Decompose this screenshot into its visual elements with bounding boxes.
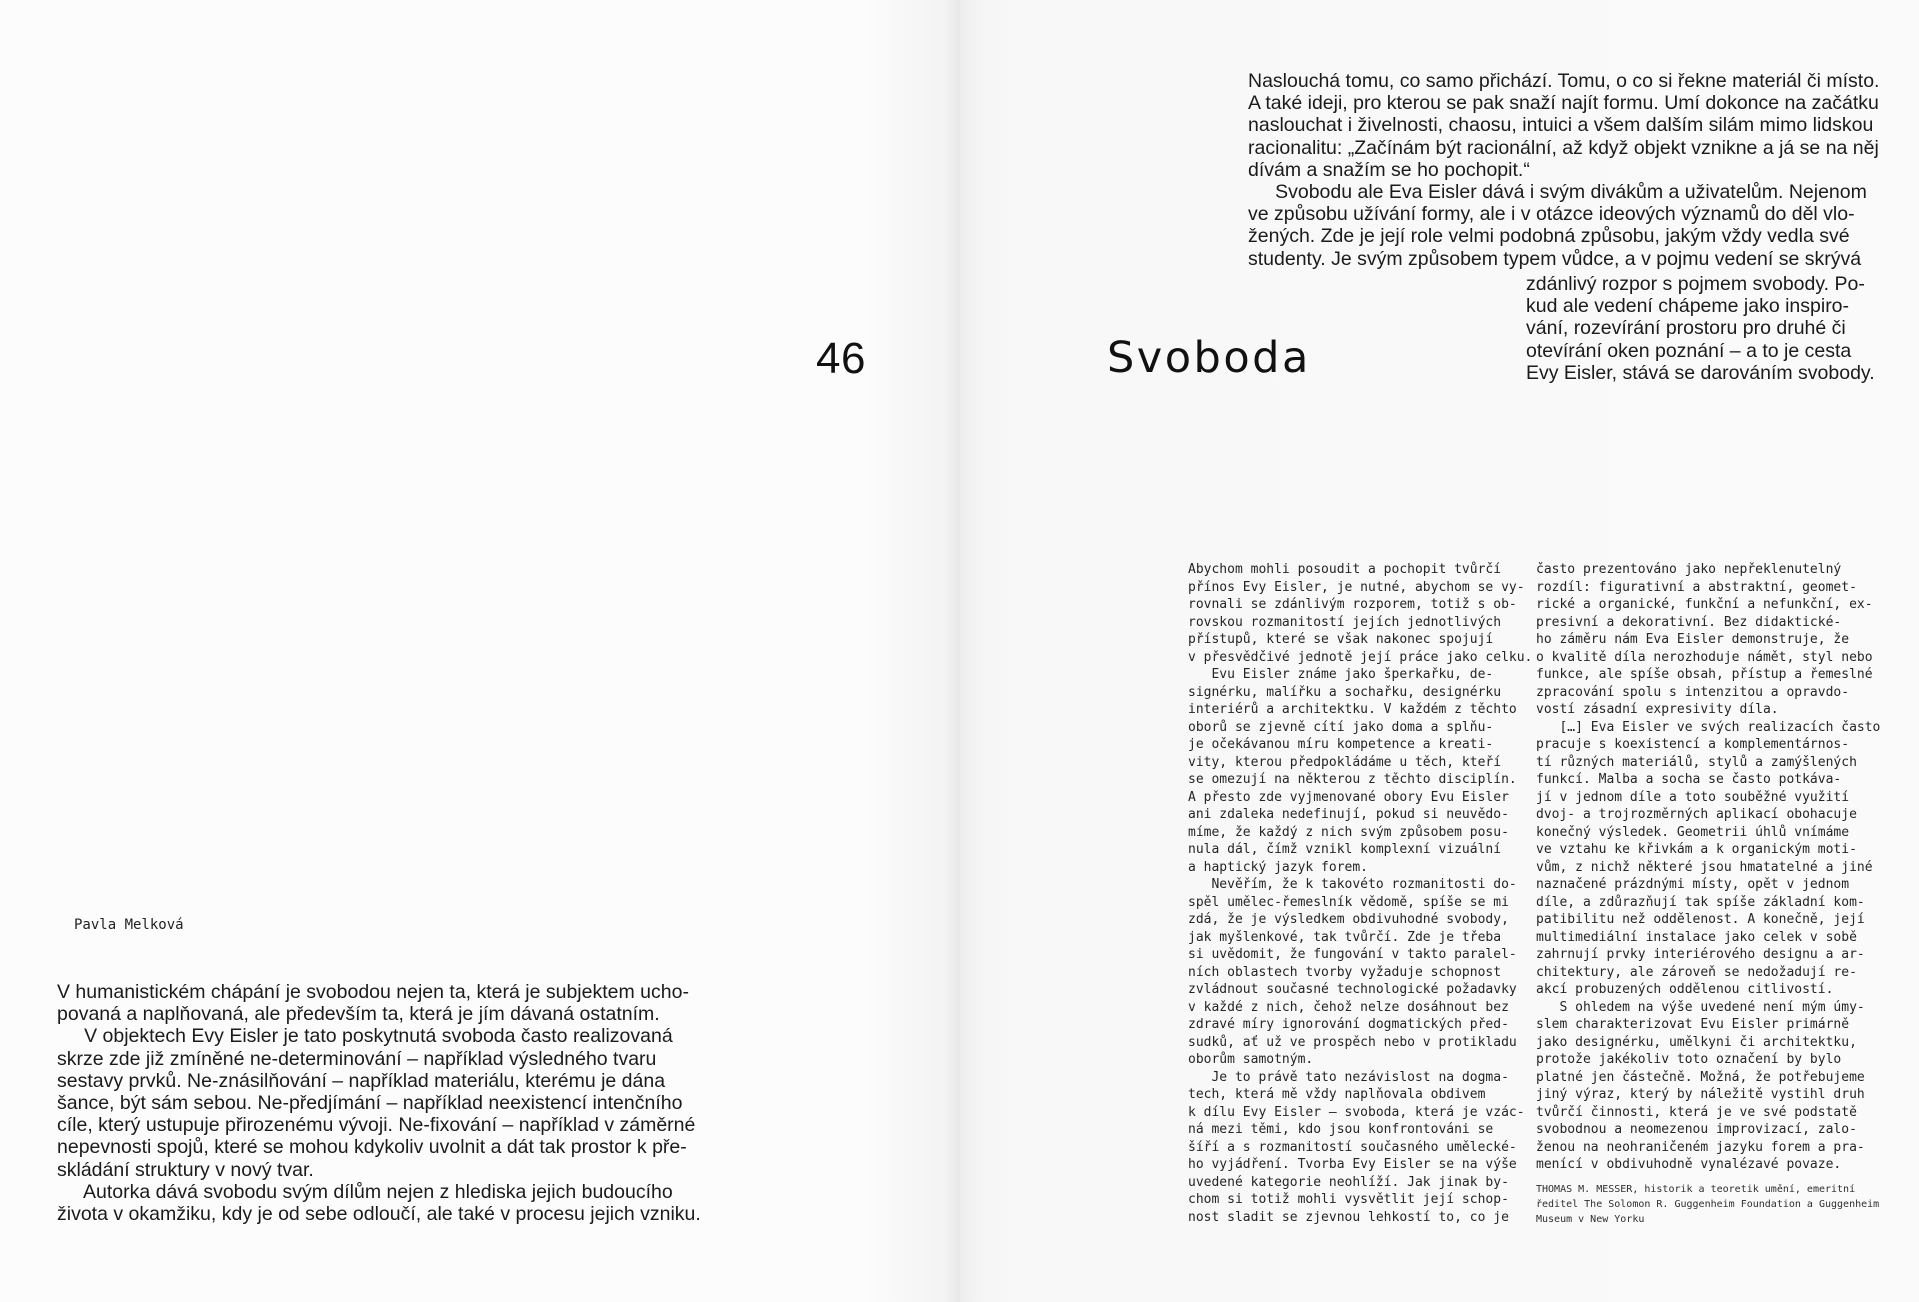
text-line: rozdíl: figurativní a abstraktní, geomet- [1536, 579, 1857, 595]
text-line: míme, že každý z nich svým způsobem posu- [1188, 824, 1509, 840]
text-line: ve vztahu ke křivkám a k organickým moti- [1536, 842, 1857, 857]
text-line: kud ale vedení chápeme jako inspiro- [1526, 295, 1850, 318]
text-line: V objektech Evy Eisler je tato poskytnutá svoboda často realizovaná [57, 1025, 673, 1048]
chapter-title: Svoboda [1107, 333, 1311, 383]
text-line: života v okamžiku, kdy je od sebe odloučí, ale také v procesu jejich vzniku. [57, 1203, 701, 1226]
text-line: ani zdaleka nedefinují, pokud si neuvědo- [1188, 807, 1509, 822]
text-line: Autorka dává svobodu svým dílům nejen z hlediska jejich budoucího [57, 1180, 673, 1203]
text-line: slem charakterizovat Evu Eisler primárně [1536, 1017, 1850, 1032]
text-line: Evu Eisler známe jako šperkařku, de- [1188, 667, 1494, 682]
text-line: díle, a zdůrazňují tak spíše základní kom- [1536, 894, 1865, 910]
text-line: S ohledem na výše uvedené není mým úmy- [1536, 999, 1865, 1015]
text-line: šance, být sám sebou. Ne-předjímání – například neexistencí intenčního [57, 1092, 683, 1115]
essay-column-1 [1188, 561, 1532, 1226]
text-line: žených. Zde je její role velmi podobná způsobu, jakým vždy vedla své [1248, 225, 1850, 248]
text-line: povaná a naplňovaná, ale především ta, která je jím dávaná ostatním. [57, 1003, 660, 1026]
text-line: otevírání oken poznání – a to je cesta [1526, 339, 1852, 362]
text-line: vání, rozevírání prostoru pro druhé či [1526, 317, 1846, 340]
text-line: a haptický jazyk forem. [1188, 859, 1369, 875]
text-line: přístupů, které se však nakonec spojují [1188, 632, 1494, 647]
text-line: chitektury, ale zároveň se nedožadují re- [1536, 964, 1857, 980]
text-line: ho vyjádření. Tvorba Evy Eisler se na výše [1188, 1157, 1517, 1172]
text-line: jak myšlenkové, tak tvůrčí. Zde je třeba [1188, 929, 1502, 945]
right-page-lead-text-narrow [1526, 273, 1875, 384]
text-line: skrze zde již zmíněné ne-determinování – například výsledného tvaru [57, 1047, 657, 1070]
author-credit-note [1536, 1182, 1879, 1227]
text-line: jí v jednom díle a toto souběžné využití [1536, 789, 1850, 805]
text-line: akcí probuzených oddělenou citlivostí. [1536, 982, 1834, 997]
text-line: ředitel The Solomon R. Guggenheim Foundation a Guggenheim [1536, 1199, 1880, 1210]
text-line: Je to právě tato nezávislost na dogma- [1188, 1069, 1509, 1085]
text-line: chom si totiž mohli vysvětlit její schop- [1188, 1192, 1509, 1207]
text-line: studenty. Je svým způsobem typem vůdce, a v pojmu vedení se skrývá [1248, 247, 1862, 270]
text-line: zdravé míry ignorování dogmatických před- [1188, 1017, 1509, 1032]
text-line: pracuje s koexistencí a komplementárnos- [1536, 737, 1850, 752]
text-line: sudků, ať už ve prospěch nebo v protikladu [1188, 1034, 1517, 1050]
text-line: uvedené kategorie neohlíží. Jak jinak by- [1188, 1174, 1509, 1190]
author-name: Pavla Melková [74, 917, 184, 933]
text-line: o kvalitě díla nerozhoduje námět, styl nebo [1536, 649, 1873, 665]
text-line: jako designérku, umělkyni či architektku, [1536, 1034, 1857, 1050]
text-line: funkcí. Malba a socha se často potkáva- [1536, 772, 1842, 787]
text-line: Nevěřím, že k takovéto rozmanitosti do- [1188, 877, 1517, 892]
text-line: rické a organické, funkční a nefunkční, ex- [1536, 597, 1873, 612]
text-line: nost sladit se zjevnou lehkostí to, co je [1188, 1209, 1509, 1225]
text-line: sestavy prvků. Ne-znásilňování – například materiálu, kterému je dána [57, 1069, 666, 1092]
text-line: signérku, malířku a sochařku, designérku [1188, 684, 1502, 700]
text-line: vity, kterou předpokládáme u těch, kteří [1188, 754, 1502, 770]
text-line: tvůrčí činnosti, která je ve své podstatě [1536, 1104, 1857, 1120]
text-line: ná mezi těmi, kdo jsou konfrontováni se [1188, 1122, 1494, 1137]
text-line: naznačené prázdnými místy, opět v jednom [1536, 877, 1850, 892]
text-line: rovskou rozmanitostí jejích jednotlivých [1188, 614, 1502, 630]
text-line: platné jen částečně. Možná, že potřebujeme [1536, 1069, 1865, 1085]
text-line: ních oblastech tvorby vyžaduje schopnost [1188, 964, 1502, 980]
text-line: zvládnout současné technologické požadavky [1188, 982, 1517, 997]
text-line: často prezentováno jako nepřeklenutelný [1536, 562, 1842, 577]
text-line: cíle, který ustupuje přirozenému vývoji. Ne-fixování – například v záměrné [57, 1114, 696, 1137]
text-line: vostí zásadní expresivity díla. [1536, 702, 1779, 717]
text-line: tí různých materiálů, stylů a zamýšlených [1536, 754, 1857, 770]
page-number: 46 [816, 334, 866, 383]
text-line: je očekávanou míru kompetence a kreati- [1188, 737, 1494, 752]
text-line: A přesto zde vyjmenované obory Evu Eisler [1188, 789, 1509, 805]
text-line: svobodnou a neomezenou improvizací, zalo- [1536, 1122, 1857, 1137]
text-line: Museum v New Yorku [1536, 1214, 1645, 1225]
text-line: zdá, že je výsledkem obdivuhodné svobody, [1188, 912, 1509, 927]
text-line: racionalitu: „Začínám být racionální, až když objekt vznikne a já se na něj [1248, 136, 1879, 159]
essay-column-2 [1536, 561, 1880, 1174]
text-line: dvoj- a trojrozměrných aplikací obohacuje [1536, 807, 1857, 822]
text-line: konečný výsledek. Geometrii úhlů vnímáme [1536, 824, 1850, 840]
text-line: k dílu Evy Eisler – svoboda, která je vzác- [1188, 1104, 1525, 1120]
left-page-intro-text [57, 981, 701, 1225]
text-line: […] Eva Eisler ve svých realizacích často [1536, 719, 1881, 735]
text-line: menící v obdivuhodně vynalézavé povaze. [1536, 1157, 1842, 1172]
text-line: nepevnosti spojů, které se mohou kdykoliv uvolnit a dát tak prostor k pře- [57, 1136, 687, 1159]
text-line: v každé z nich, čehož nelze dosáhnout bez [1188, 999, 1509, 1015]
text-line: multimediální instalace jako celek v sobě [1536, 929, 1857, 945]
text-line: přínos Evy Eisler, je nutné, abychom se vy- [1188, 579, 1525, 595]
text-line: vům, z nichž některé jsou hmatatelné a jiné [1536, 859, 1873, 875]
text-line: A také ideji, pro kterou se pak snaží najít formu. Umí dokonce na začátku [1248, 92, 1879, 115]
text-line: si uvědomit, že fungování v takto paralel- [1188, 947, 1517, 962]
text-line: zdánlivý rozpor s pojmem svobody. Po- [1526, 273, 1865, 295]
text-line: oborům samotným. [1188, 1052, 1314, 1067]
text-line: funkce, ale spíše obsah, přístup a řemeslné [1536, 667, 1873, 682]
text-line: šíří a s rozmanitostí současného umělecké- [1188, 1139, 1517, 1155]
text-line: Naslouchá tomu, co samo přichází. Tomu, o co si řekne materiál či místo. [1248, 70, 1880, 92]
text-line: zahrnují prvky interiérového designu a ar- [1536, 947, 1865, 962]
text-line: presivní a dekorativní. Bez didaktické- [1536, 614, 1842, 630]
text-line: skládání struktury v nový tvar. [57, 1158, 314, 1181]
text-line: Svobodu ale Eva Eisler dává i svým divákům a uživatelům. Nejenom [1248, 181, 1867, 204]
text-line: tech, která mě vždy naplňovala obdivem [1188, 1087, 1486, 1102]
text-line: rovnali se zdánlivým rozporem, totiž s ob- [1188, 597, 1517, 612]
text-line: Abychom mohli posoudit a pochopit tvůrčí [1188, 562, 1502, 577]
text-line: se omezují na některou z těchto disciplín. [1188, 772, 1517, 787]
text-line: ženou na neohraničeném jazyku forem a pra- [1536, 1139, 1865, 1155]
text-line: oborů se zjevně cítí jako doma a splňu- [1188, 719, 1494, 735]
text-line: ho záměru nám Eva Eisler demonstruje, že [1536, 632, 1850, 647]
right-page-lead-text-wide [1248, 70, 1879, 270]
text-line: patibilitu než oddělenost. A konečně, její [1536, 912, 1865, 927]
text-line: THOMAS M. MESSER, historik a teoretik umění, emeritní [1536, 1184, 1856, 1195]
text-line: protože jakékoliv toto označení by bylo [1536, 1052, 1842, 1067]
text-line: interiérů a architektku. V každém z těchto [1188, 702, 1517, 717]
text-line: ve způsobu užívání formy, ale i v otázce ideových významů do děl vlo- [1248, 203, 1855, 226]
text-line: jiný výraz, který by náležitě vystihl druh [1536, 1087, 1865, 1102]
text-line: zpracování spolu s intenzitou a opravdo- [1536, 684, 1850, 700]
text-line: spěl umělec-řemeslník vědomě, spíše se mi [1188, 894, 1509, 910]
text-line: dívám a snažím se ho pochopit.“ [1248, 158, 1530, 181]
text-line: nula dál, čímž vznikl komplexní vizuální [1188, 842, 1502, 857]
text-line: Evy Eisler, stává se darováním svobody. [1526, 361, 1875, 384]
text-line: v přesvědčivé jednotě její práce jako celku. [1188, 649, 1533, 665]
text-line: V humanistickém chápání je svobodou nejen ta, která je subjektem ucho- [57, 981, 689, 1003]
text-line: naslouchat i živelnosti, chaosu, intuici a všem dalším silám mimo lidskou [1248, 114, 1874, 137]
